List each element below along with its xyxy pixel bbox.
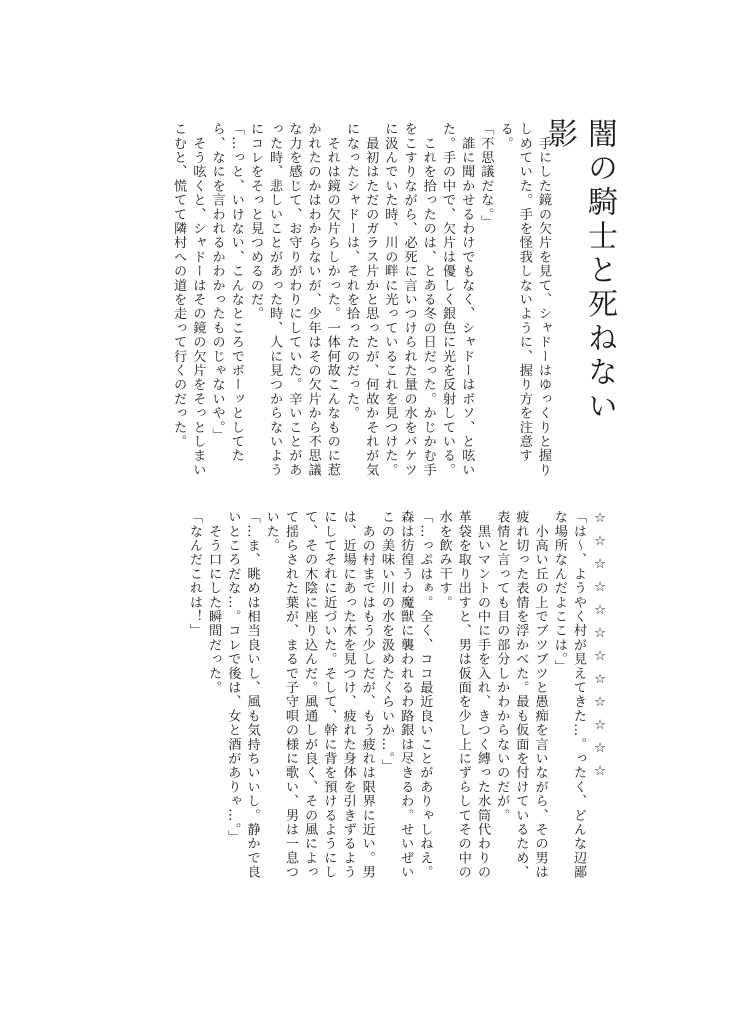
paragraph: 小高い丘の上でブツブツと愚痴を言いながら、その男は疲れ切った表情を浮かべた。最も仮面を付けているため、表情と言っても目の部分しかわからないのだが。 — [494, 510, 548, 880]
paragraph: 黒いマントの中に手を入れ、きつく縛った水筒代わりの革袋を取り出すと、男は仮面を少し上にずらしてその中の水を飲み干す。 — [436, 510, 490, 880]
dialogue-line: 「は〜、ようやく村が見えてきた…。ったく、どんな辺鄙な場所なんだよここは。」 — [551, 510, 586, 880]
paragraph: 誰に聞かせるわけでもなく、シャドーはボソ、と呟いた。手の中で、欠片は優しく銀色に光を反射している。 — [439, 122, 475, 477]
paragraph: 最初はただのガラス片かと思ったが、何故かそれが気になったシャドーは、それを拾ったのだった。 — [343, 122, 379, 477]
dialogue-line: 「不思議だな。」 — [478, 122, 494, 229]
paragraph: これを拾ったのは、とある冬の日だった。かじかむ手をこすりながら、必死に言いつけられた量の水をバケツに汲んでいた時、川の畔に光っているこれを見つけた。 — [382, 122, 436, 477]
story-title: 闇の騎士と死ねない影 — [542, 118, 617, 424]
paragraph: それは鏡の欠片らしかった。一体何故こんなものに惹かれたのかはわからないが、少年はその欠片から不思議な力を感じて、お守りがわりにしていた。辛いことがあった時、悲しいことがあった時、人に見つからないようにコレをそっと見つめるのだ。 — [247, 122, 340, 477]
paragraph: そう口にした瞬間だった。 — [206, 510, 222, 695]
dialogue-line: 「なんだこれは！」 — [186, 510, 202, 638]
dialogue-line: 「…ま、眺めは相当良いし、風も気持ちいいし。静かで良いところだな…。コレで後は、女と酒がありゃ…。」 — [225, 510, 260, 880]
upper-text-block — [128, 122, 553, 477]
paragraph: そう呟くと、シャドーはその鏡の欠片をそっとしまいこむと、慌てて隣村への道を走って行くのだった。 — [171, 122, 206, 477]
lower-text-block — [113, 510, 588, 890]
scene-divider-stars: ☆☆☆☆☆☆☆☆☆☆☆☆ — [592, 510, 608, 786]
paragraph: 手にした鏡の欠片を見て、シャドーはゆっくりと握りしめていた。手を怪我しないように、握り方を注意する。 — [497, 122, 551, 477]
paragraph: あの村まではもう少しだが、もう疲れは限界に近い。男は、近場にあった木を見つけ、疲れた身体を引きずるようにしてそれに近づいた。そして、幹に背を預けるようにして、その木陰に座り込んだ。風通しが良く、その風によって揺らされた葉が、まるで子守唄の様に歌い、男は一息ついた。 — [263, 510, 375, 880]
dialogue-line: 「…っと、いけない、こんなところでボーッとしてたら、なにを言われるかわかったものじゃないや。」 — [209, 122, 244, 463]
dialogue-line: 「…っぷはぁ。全く、ココ最近良いことがありゃしねえ。森は彷徨うわ魔獣に襲われるわ路銀は尽きるわ。せいぜいこの美味い川の水を汲めたくらいか…。」 — [378, 510, 433, 880]
